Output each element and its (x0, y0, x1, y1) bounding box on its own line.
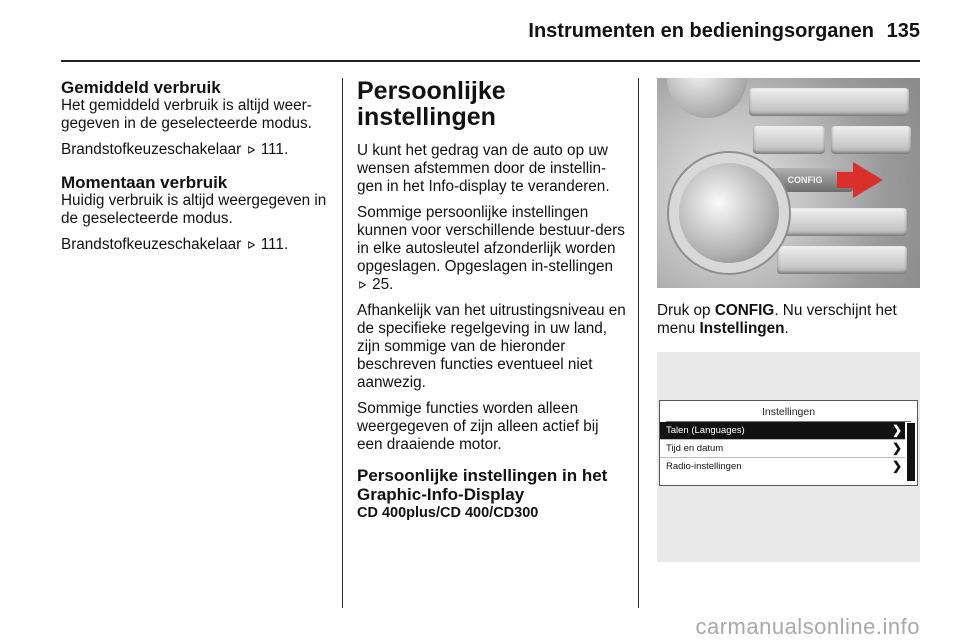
button-row-1 (749, 88, 909, 116)
caption-instellingen: Instellingen (699, 320, 785, 337)
screen-title: Instellingen (666, 405, 911, 422)
ref-page[interactable]: 111. (260, 236, 289, 253)
ref-momentaan-verbruik (61, 236, 331, 254)
button-row-3 (777, 208, 907, 236)
subheading-graphic-info-display: Persoonlijke instellingen in het Graphic-Info-Display (357, 466, 608, 504)
highlight-arrow-icon (853, 162, 883, 198)
page-ref-icon: ⊳ (246, 237, 256, 252)
menu-item-radio-instellingen[interactable] (660, 458, 905, 475)
caption-suffix: . (784, 320, 789, 337)
dashboard-photo (657, 78, 920, 288)
photo-caption (657, 302, 920, 338)
display-screenshot (657, 352, 920, 562)
heading-line-1: Persoonlijke (357, 77, 506, 105)
menu-item-tijd-en-datum[interactable] (660, 440, 905, 458)
caption-prefix: Druk op (657, 302, 711, 319)
chevron-right-icon: ❯ (891, 441, 902, 455)
heading-gemiddeld-verbruik: Gemiddeld verbruik (61, 78, 221, 97)
menu-item-label: Radio-instellingen (666, 461, 742, 472)
button-row-4 (777, 246, 907, 274)
menu-item-talen[interactable] (660, 422, 905, 440)
paragraph-2-text: Sommige persoonlijke instellingen kunnen voor verschillende bestuur-ders in elke autosleutel afzonderlijk worden opgeslagen. Opgeslagen in-stellingen (357, 204, 625, 275)
caption-config: CONFIG (714, 302, 775, 319)
ref-gemiddeld-verbruik (61, 141, 331, 159)
paragraph-1: U kunt het gedrag van de auto op uw wensen afstemmen door de instellin-gen in het Info-display te veranderen. (357, 142, 610, 195)
button-row-2a (753, 126, 825, 154)
text-momentaan-verbruik: Huidig verbruik is altijd weergegeven in de geselecteerde modus. (61, 192, 327, 227)
chevron-right-icon: ❯ (891, 423, 902, 437)
chevron-right-icon: ❯ (891, 459, 902, 473)
running-header-title: Instrumenten en bedieningsorganen (528, 20, 874, 42)
page-ref-icon: ⊳ (358, 277, 367, 292)
menu-item-label: Talen (Languages) (666, 425, 745, 436)
column-left (61, 78, 331, 262)
paragraph-2 (357, 204, 627, 294)
settings-screen (659, 400, 918, 486)
page-ref-icon: ⊳ (246, 142, 256, 157)
ref-page[interactable]: 111. (260, 141, 289, 158)
column-divider-1 (342, 78, 343, 608)
subsubheading-cd-models: CD 400plus/CD 400/CD300 (357, 505, 539, 521)
heading-persoonlijke-instellingen (357, 78, 627, 130)
column-divider-2 (638, 78, 639, 608)
page-number: 135 (886, 20, 920, 42)
heading-momentaan-verbruik: Momentaan verbruik (61, 173, 228, 192)
text-gemiddeld-verbruik: Het gemiddeld verbruik is altijd weer-gegeven in de geselecteerde modus. (61, 97, 312, 132)
scrollbar[interactable] (907, 423, 915, 481)
header-rule (61, 60, 920, 62)
watermark: carmanualsonline.info (695, 614, 920, 639)
config-button: CONFIG (757, 168, 853, 192)
column-right (657, 78, 920, 562)
main-knob-icon (679, 163, 779, 263)
caption-middle: . Nu verschijnt het menu (657, 302, 897, 337)
button-row-2b (831, 126, 911, 154)
ref-page[interactable]: 25. (372, 276, 394, 293)
heading-line-2: instellingen (357, 103, 496, 131)
column-middle (357, 78, 627, 522)
paragraph-3: Afhankelijk van het uitrustingsniveau en de specifieke regelgeving in uw land, zijn sommige van de hieronder beschreven functies eventueel niet aanwezig. (357, 302, 626, 391)
ref-label: Brandstofkeuzeschakelaar (61, 141, 242, 158)
paragraph-4: Sommige functies worden alleen weergegeven of zijn alleen actief bij een draaiende motor. (357, 400, 599, 453)
ref-label: Brandstofkeuzeschakelaar (61, 236, 242, 253)
menu-item-label: Tijd en datum (666, 443, 724, 454)
